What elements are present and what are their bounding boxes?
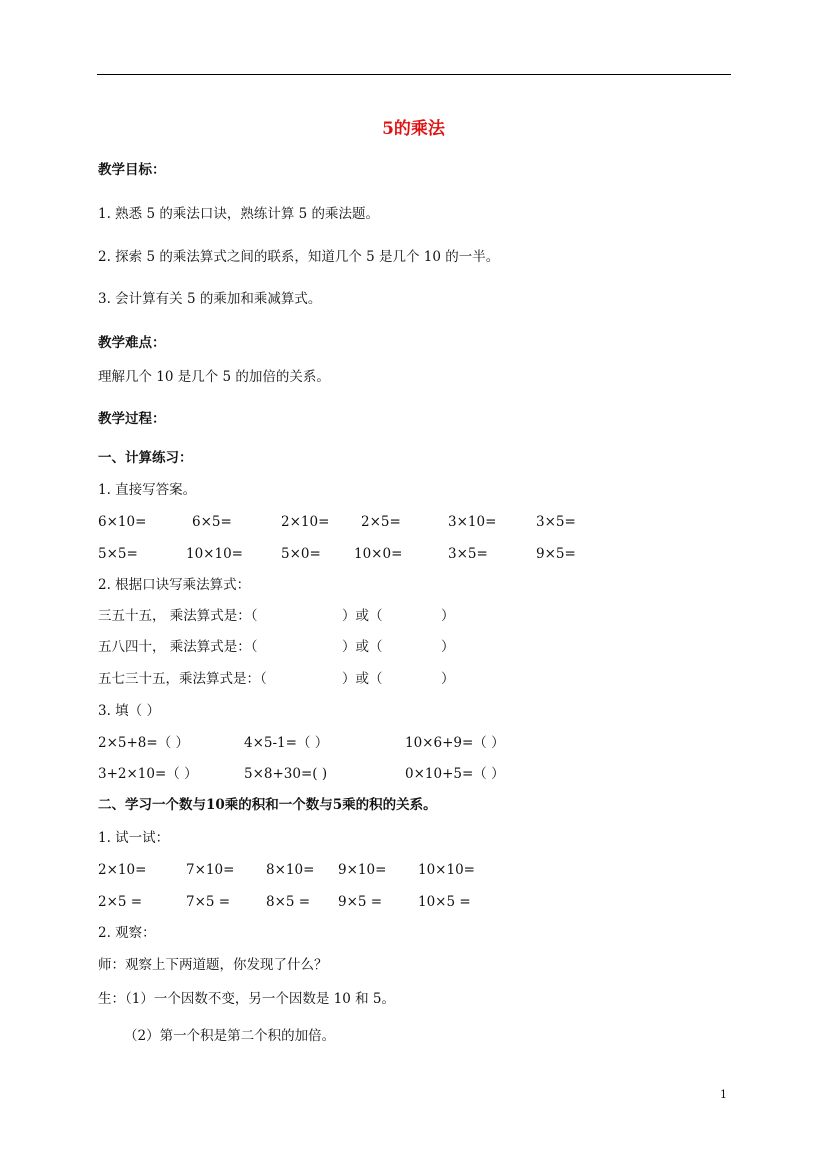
try-problem: 9×5 = [338,894,383,910]
try-problem: 8×10= [266,862,315,878]
q1-problem: 5×5= [98,546,138,562]
try-problem: 8×5 = [266,894,311,910]
q2-prefix: 三五十五， 乘法算式是：（ [98,608,258,624]
difficulty-text: 理解几个 10 是几个 5 的加倍的关系。 [98,369,330,385]
part2-heading: 二、学习一个数与10乘的积和一个数与5乘的积的关系。 [98,797,437,813]
teacher-line: 师：观察上下两道题，你发现了什么？ [98,957,328,973]
q1-problem: 10×10= [186,546,243,562]
page-number: 1 [720,1088,727,1101]
q2-label: 2. 根据口诀写乘法算式： [98,577,251,593]
q1-problem: 5×0= [281,546,321,562]
q1-problem: 3×5= [536,514,576,530]
q3-problem: 4×5-1=（ ） [244,735,329,751]
goals-heading: 教学目标： [98,162,166,178]
q2-end: ） [441,639,455,655]
q3-problem: 2×5+8=（ ） [98,735,189,751]
q3-problem: 3+2×10=（ ） [98,766,198,782]
goal-item-2: 2. 探索 5 的乘法算式之间的联系，知道几个 5 是几个 10 的一半。 [98,249,500,265]
try-problem: 10×5 = [418,894,471,910]
student-line-1: 生：（1）一个因数不变，另一个因数是 10 和 5。 [98,991,395,1007]
header-rule [97,74,731,75]
goal-item-1: 1. 熟悉 5 的乘法口诀，熟练计算 5 的乘法题。 [98,206,380,222]
difficulty-heading: 教学难点： [98,335,166,351]
q3-problem: 5×8+30=( ) [244,766,328,782]
q1-problem: 2×10= [281,514,330,530]
q1-problem: 10×0= [354,546,403,562]
q1-problem: 3×10= [448,514,497,530]
q2-mid: ）或（ [342,608,383,624]
try-problem: 10×10= [418,862,475,878]
q2-mid: ）或（ [342,639,383,655]
q2-end: ） [441,671,455,687]
q3-problem: 0×10+5=（ ） [405,766,505,782]
try-problem: 9×10= [338,862,387,878]
q2-mid: ）或（ [342,671,383,687]
q2-prefix: 五七三十五，乘法算式是：（ [98,671,267,687]
try-problem: 2×10= [98,862,147,878]
q1-problem: 2×5= [361,514,401,530]
q1-label: 1. 直接写答案。 [98,482,197,498]
q2-end: ） [441,608,455,624]
try-problem: 2×5 = [98,894,143,910]
q2-prefix: 五八四十， 乘法算式是：（ [98,639,258,655]
q1-problem: 3×5= [448,546,488,562]
q3-label: 3. 填（ ） [98,703,160,719]
student-line-2: （2）第一个积是第二个积的加倍。 [124,1028,336,1044]
q1-problem: 6×5= [192,514,232,530]
try-problem: 7×5 = [186,894,231,910]
q1-problem: 9×5= [536,546,576,562]
observe-label: 2. 观察： [98,925,156,941]
page-title: 5的乘法 [382,119,445,139]
try-problem: 7×10= [186,862,235,878]
try-label: 1. 试一试： [98,830,170,846]
process-heading: 教学过程： [98,411,166,427]
part1-heading: 一、计算练习： [98,450,193,466]
q3-problem: 10×6+9=（ ） [405,735,505,751]
q1-problem: 6×10= [98,514,147,530]
goal-item-3: 3. 会计算有关 5 的乘加和乘减算式。 [98,291,322,307]
